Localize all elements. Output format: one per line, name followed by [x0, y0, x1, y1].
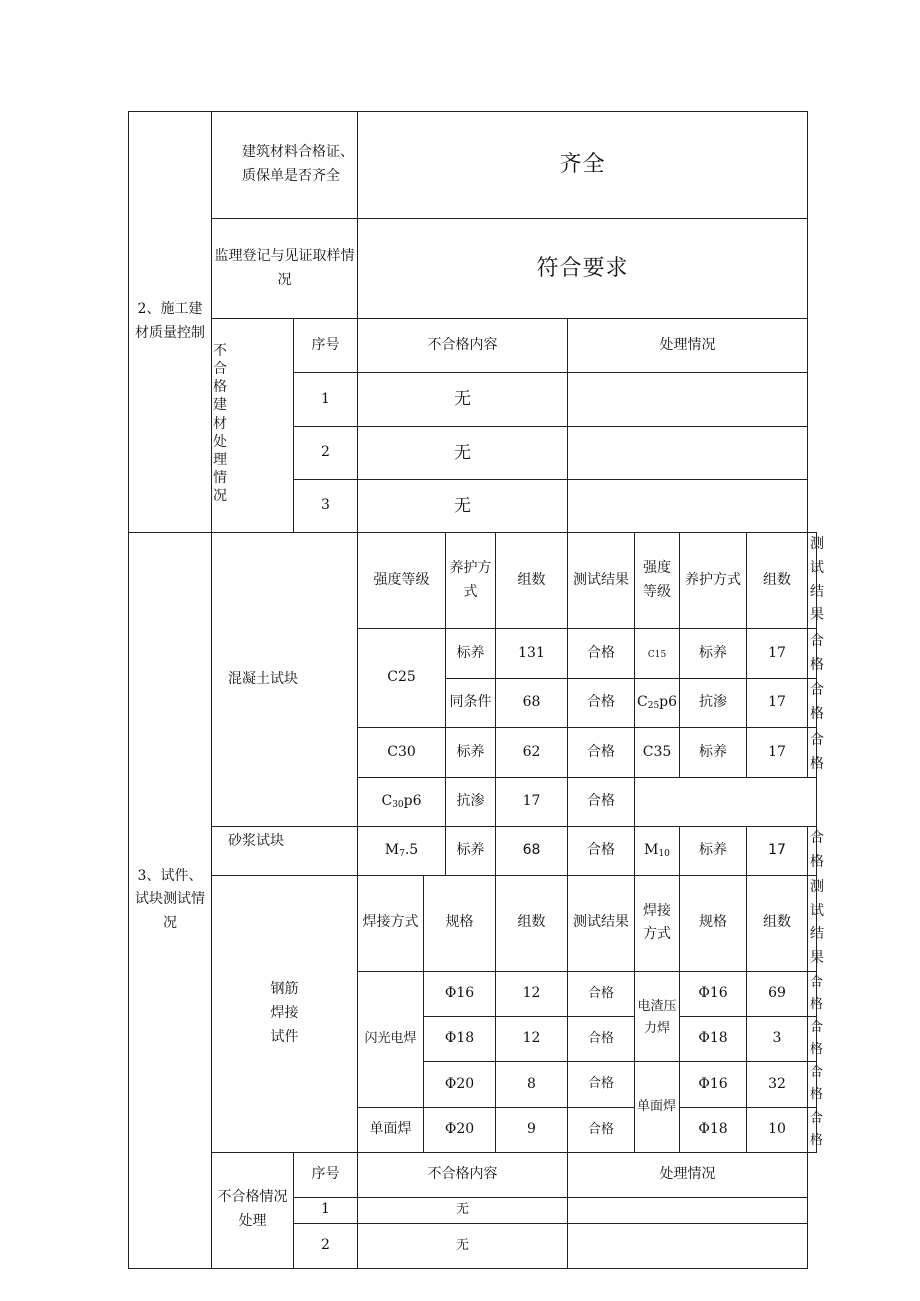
quality-control-table [128, 111, 825, 1269]
row-content: 无 [358, 1197, 568, 1223]
groups: 12 [496, 971, 568, 1016]
handling-header: 处理情况 [568, 319, 808, 373]
result: 合格 [808, 1062, 817, 1107]
result: 合格 [808, 827, 817, 876]
groups: 32 [747, 1062, 808, 1107]
result: 合格 [568, 1062, 635, 1107]
groups: 17 [747, 728, 808, 778]
spec: Φ18 [680, 1017, 747, 1062]
spec: Φ16 [680, 1062, 747, 1107]
groups: 12 [496, 1017, 568, 1062]
result: 合格 [568, 728, 635, 778]
row-seq: 1 [294, 373, 358, 427]
section3-title: 3、试件、试块测试情况 [129, 533, 212, 1269]
supervision-value: 符合要求 [358, 219, 808, 319]
method-single: 单面焊 [358, 1107, 424, 1152]
nonconform-material-label: 不合格建材处理情况 [212, 319, 294, 533]
curing-header: 养护方式 [680, 533, 747, 629]
curing: 抗渗 [446, 778, 496, 827]
concrete-label: 混凝土试块 [212, 533, 358, 827]
row-handling [568, 1197, 808, 1223]
spec-header: 规格 [424, 875, 496, 971]
result: 合格 [808, 1017, 817, 1062]
method-header: 焊接方式 [358, 875, 424, 971]
groups: 17 [747, 629, 808, 679]
seq-header: 序号 [294, 319, 358, 373]
result: 合格 [568, 827, 635, 876]
curing: 标养 [680, 629, 747, 679]
curing: 标养 [446, 728, 496, 778]
grade-c30: C30 [358, 728, 446, 778]
method-header: 焊接方式 [635, 875, 680, 971]
cert-label: 建筑材料合格证、质保单是否齐全 [212, 112, 358, 219]
groups: 62 [496, 728, 568, 778]
result: 合格 [568, 778, 635, 827]
row-seq: 1 [294, 1197, 358, 1223]
handling-header: 处理情况 [568, 1152, 808, 1197]
content-header: 不合格内容 [358, 1152, 568, 1197]
curing: 标养 [446, 629, 496, 679]
result-header: 测试结果 [808, 875, 817, 971]
result: 合格 [808, 1107, 817, 1152]
result: 合格 [808, 629, 817, 679]
groups: 69 [747, 971, 808, 1016]
groups-header: 组数 [496, 533, 568, 629]
empty-cell [635, 778, 817, 827]
grade-c15: C15 [635, 629, 680, 679]
result: 合格 [808, 728, 817, 778]
spec: Φ20 [424, 1062, 496, 1107]
row-handling [568, 1223, 808, 1268]
curing: 标养 [446, 827, 496, 876]
row-content: 无 [358, 373, 568, 427]
grade-m75: $M_7.5$ [358, 827, 446, 876]
result-header: 测试结果 [808, 533, 817, 629]
row-content: 无 [358, 1223, 568, 1268]
groups: 3 [747, 1017, 808, 1062]
grade-c30p6: $C_{30}p6$ [358, 778, 446, 827]
mortar-label: 砂浆试块 [212, 827, 358, 876]
groups-header: 组数 [747, 533, 808, 629]
rebar-label: 钢筋 焊接 试件 [212, 875, 358, 1152]
grade-m10: $M_{10}$ [635, 827, 680, 876]
row-handling [568, 373, 808, 427]
cert-value: 齐全 [358, 112, 808, 219]
row-handling [568, 480, 808, 533]
spec: Φ20 [424, 1107, 496, 1152]
row-handling [568, 427, 808, 480]
nonconform-label: 不合格情况处理 [212, 1152, 294, 1268]
curing: 抗渗 [680, 679, 747, 728]
spec: Φ18 [680, 1107, 747, 1152]
curing: 标养 [680, 728, 747, 778]
result-header: 测试结果 [568, 533, 635, 629]
groups: 131 [496, 629, 568, 679]
spec: Φ16 [424, 971, 496, 1016]
grade-c25: C25 [358, 629, 446, 728]
seq-header: 序号 [294, 1152, 358, 1197]
grade-header: 强度等级 [358, 533, 446, 629]
result: 合格 [568, 629, 635, 679]
groups: 17 [496, 778, 568, 827]
groups: 68 [496, 827, 568, 876]
curing: 同条件 [446, 679, 496, 728]
result-header: 测试结果 [568, 875, 635, 971]
method-flash: 闪光电焊 [358, 971, 424, 1107]
groups-header: 组数 [496, 875, 568, 971]
row-seq: 2 [294, 427, 358, 480]
spec-header: 规格 [680, 875, 747, 971]
row-content: 无 [358, 480, 568, 533]
groups: 17 [747, 679, 808, 728]
groups: 8 [496, 1062, 568, 1107]
result: 合格 [808, 679, 817, 728]
groups-header: 组数 [747, 875, 808, 971]
row-content: 无 [358, 427, 568, 480]
curing-header: 养护方式 [446, 533, 496, 629]
content-header: 不合格内容 [358, 319, 568, 373]
supervision-label: 监理登记与见证取样情况 [212, 219, 358, 319]
spec: Φ16 [680, 971, 747, 1016]
groups: 68 [496, 679, 568, 728]
method-single: 单面焊 [635, 1062, 680, 1152]
row-seq: 3 [294, 480, 358, 533]
grade-c35: C35 [635, 728, 680, 778]
grade-header: 强度等级 [635, 533, 680, 629]
groups: 9 [496, 1107, 568, 1152]
spec: Φ18 [424, 1017, 496, 1062]
row-seq: 2 [294, 1223, 358, 1268]
curing: 标养 [680, 827, 747, 876]
groups: 17 [747, 827, 808, 876]
result: 合格 [568, 1017, 635, 1062]
grade-c25p6: $C_{25}p6$ [635, 679, 680, 728]
method-electroslag: 电渣压力焊 [635, 971, 680, 1061]
result: 合格 [568, 679, 635, 728]
result: 合格 [568, 1107, 635, 1152]
section2-title: 2、施工建材质量控制 [129, 112, 212, 533]
result: 合格 [568, 971, 635, 1016]
result: 合格 [808, 971, 817, 1016]
groups: 10 [747, 1107, 808, 1152]
